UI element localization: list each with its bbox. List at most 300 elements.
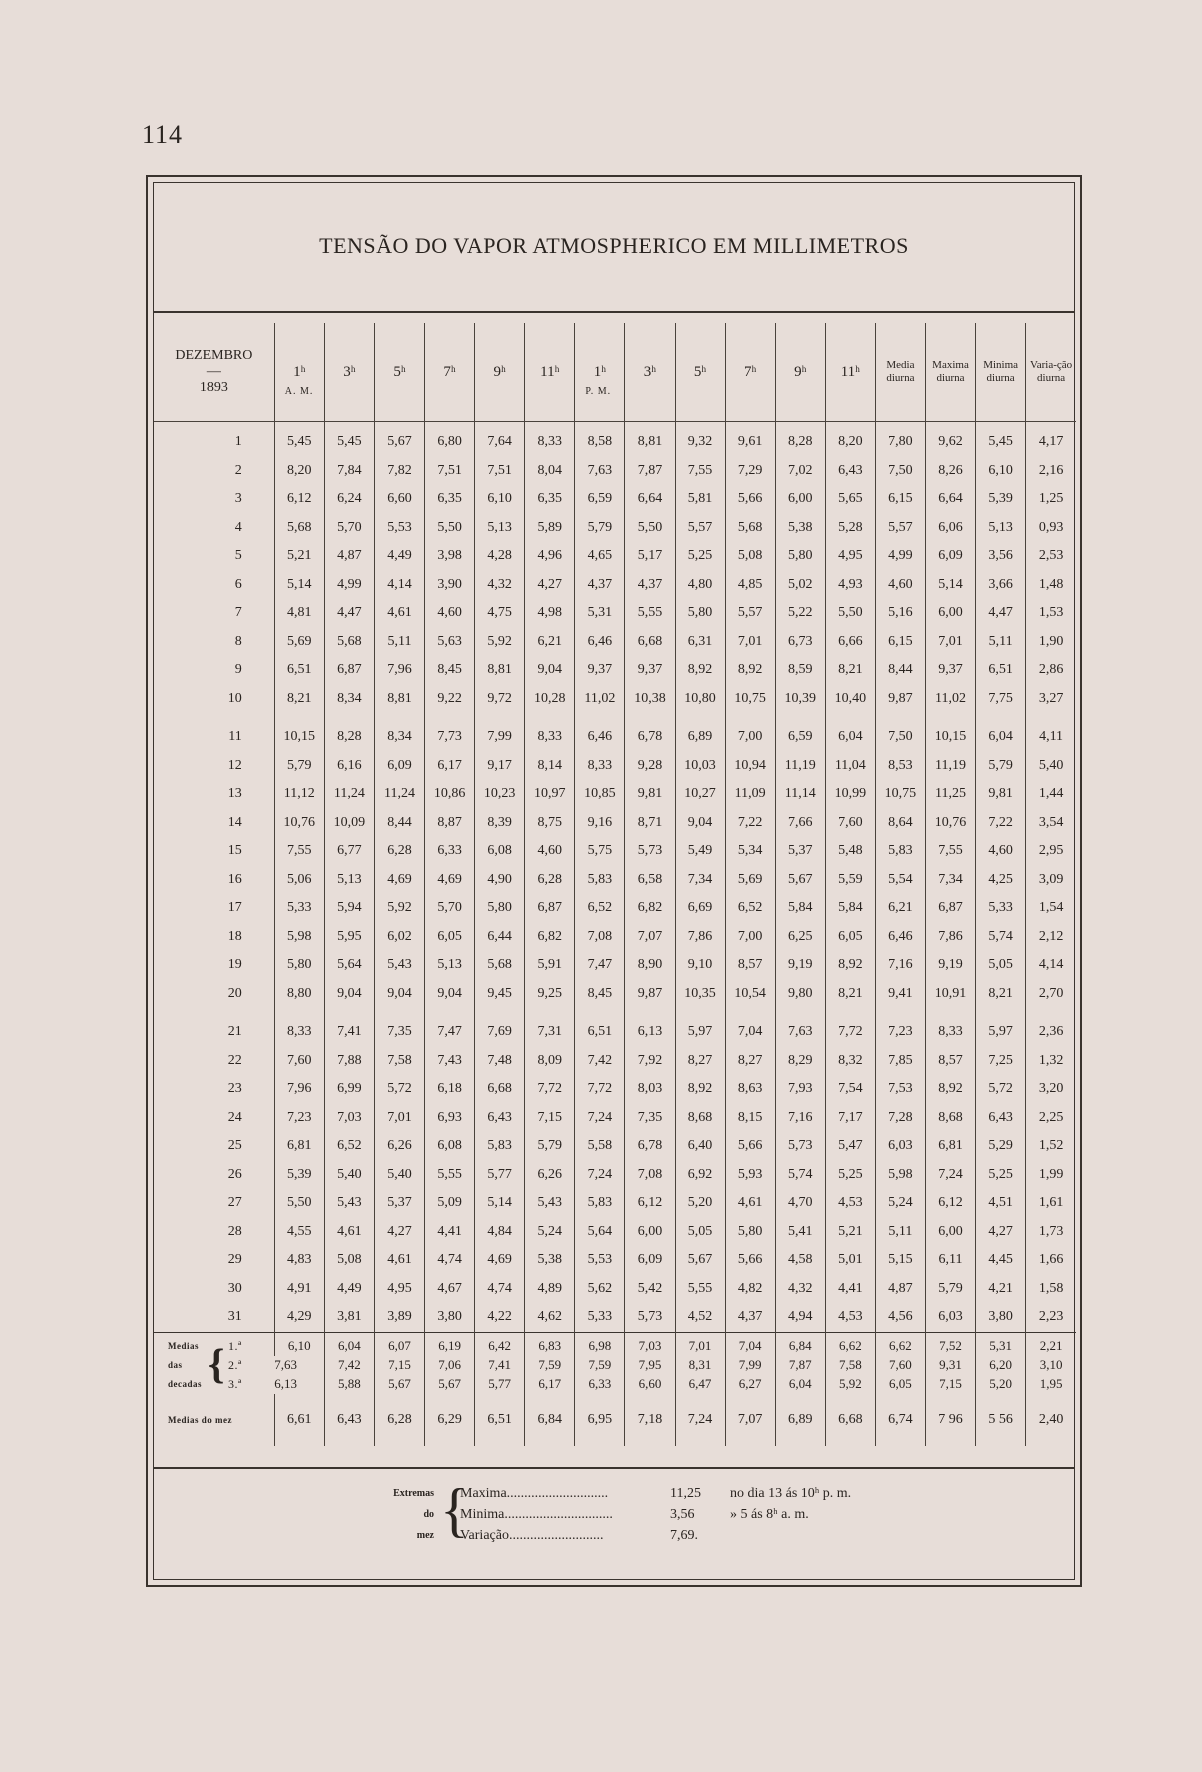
value-cell: 8,45 [575, 980, 625, 1009]
page-number: 114 [142, 120, 184, 149]
day-cell: 11 [228, 729, 242, 745]
value-cell: 5,29 [976, 1132, 1026, 1161]
value-cell: 6,40 [675, 1132, 725, 1161]
value-cell: 5,53 [374, 514, 424, 543]
value-cell: 6,51 [274, 656, 324, 685]
day-cell: 27 [227, 1195, 242, 1211]
value-cell: 6,03 [875, 1132, 925, 1161]
value-cell: 7,16 [775, 1104, 825, 1133]
value-cell: 7,15 [525, 1104, 575, 1133]
value-cell: 7,48 [475, 1047, 525, 1076]
value-cell: 5,64 [324, 951, 374, 980]
value-cell: 10,35 [675, 980, 725, 1009]
value-cell: 8,32 [825, 1047, 875, 1076]
value-cell: 7,85 [875, 1047, 925, 1076]
value-cell: 7,23 [875, 1018, 925, 1047]
value-cell: 7,86 [675, 923, 725, 952]
value-cell: 6,13 [274, 1376, 297, 1391]
decade-number: 3.ª [227, 1376, 242, 1391]
value-cell: 9,87 [875, 685, 925, 714]
value-cell: 6,17 [425, 752, 475, 781]
value-cell: 11,04 [825, 752, 875, 781]
value-cell: 5,50 [825, 599, 875, 628]
value-cell: 2,86 [1026, 656, 1076, 685]
value-cell: 8,45 [425, 656, 475, 685]
value-cell: 9,37 [575, 656, 625, 685]
value-cell: 4,27 [525, 571, 575, 600]
gap-cell [976, 713, 1026, 723]
extremes-label-line: mez [416, 1530, 434, 1541]
value-cell: 2,16 [1026, 457, 1076, 486]
value-cell: 6,59 [775, 723, 825, 752]
gap-cell [925, 1008, 975, 1018]
value-cell: 10,09 [324, 809, 374, 838]
extreme-row [460, 1504, 940, 1525]
value-cell: 6,00 [925, 1218, 975, 1247]
value-cell: 5,55 [675, 1275, 725, 1304]
value-cell: 7,34 [925, 866, 975, 895]
table-row [154, 1161, 1076, 1190]
extreme-note: » 5 ás 8ʰ a. m. [730, 1507, 809, 1522]
value-cell: 5,97 [675, 1018, 725, 1047]
value-cell: 10,75 [875, 780, 925, 809]
value-cell: 4,41 [825, 1275, 875, 1304]
value-cell: 4,62 [525, 1303, 575, 1332]
value-cell: 6,64 [625, 485, 675, 514]
value-cell: 7,47 [425, 1018, 475, 1047]
value-cell: 2,53 [1026, 542, 1076, 571]
value-cell: 5,91 [525, 951, 575, 980]
value-cell: 6,21 [525, 628, 575, 657]
value-cell: 4,60 [525, 837, 575, 866]
extreme-value: 11,25 [670, 1486, 701, 1501]
value-cell: 7,00 [725, 923, 775, 952]
value-cell: 9,04 [374, 980, 424, 1009]
value-cell: 6,28 [374, 837, 424, 866]
decades-label-wrap [168, 1337, 242, 1394]
value-cell: 6,16 [324, 752, 374, 781]
value-cell: 11,14 [775, 780, 825, 809]
value-cell: 6,11 [925, 1246, 975, 1275]
value-cell: 5,02 [775, 571, 825, 600]
value-cell: 11,02 [575, 685, 625, 714]
value-cell: 8,33 [274, 1018, 324, 1047]
day-cell: 13 [227, 786, 242, 802]
extreme-row [460, 1525, 940, 1546]
value-cell: 7,15 [374, 1356, 424, 1375]
value-cell: 5,83 [575, 866, 625, 895]
value-cell: 8,27 [675, 1047, 725, 1076]
value-cell: 1,48 [1026, 571, 1076, 600]
value-cell: 7,75 [976, 685, 1026, 714]
value-cell: 5,22 [775, 599, 825, 628]
value-cell: 7,58 [374, 1047, 424, 1076]
value-cell: 10,85 [575, 780, 625, 809]
value-cell: 10,27 [675, 780, 725, 809]
value-cell: 5,59 [825, 866, 875, 895]
value-cell: 7,99 [475, 723, 525, 752]
gap-cell [374, 1008, 424, 1018]
value-cell: 7,07 [725, 1394, 775, 1446]
value-cell: 5,31 [976, 1337, 1026, 1356]
value-cell: 6,12 [274, 485, 324, 514]
value-cell: 4,81 [274, 599, 324, 628]
value-cell: 6,29 [425, 1394, 475, 1446]
value-cell: 8,90 [625, 951, 675, 980]
value-cell: 8,80 [274, 980, 324, 1009]
decades-label-words [168, 1337, 205, 1394]
value-cell: 10,40 [825, 685, 875, 714]
value-cell: 6,21 [875, 894, 925, 923]
table-row [154, 1218, 1076, 1247]
value-cell: 4,14 [374, 571, 424, 600]
gap-cell [1026, 1008, 1076, 1018]
value-cell: 7,01 [675, 1337, 725, 1356]
value-cell: 6,04 [976, 723, 1026, 752]
header-minima: Minima diurna [976, 323, 1026, 422]
value-cell: 5 56 [976, 1394, 1026, 1446]
value-cell: 8,39 [475, 809, 525, 838]
value-cell: 4,98 [525, 599, 575, 628]
value-cell: 6,95 [575, 1394, 625, 1446]
value-cell: 9,04 [525, 656, 575, 685]
value-cell: 4,14 [1026, 951, 1076, 980]
header-hour-label: 1ʰ [293, 363, 306, 380]
value-cell: 9,04 [675, 809, 725, 838]
value-cell: 6,43 [976, 1104, 1026, 1133]
brace-icon: { [440, 1477, 469, 1543]
value-cell: 8,27 [725, 1047, 775, 1076]
value-cell: 7,01 [925, 628, 975, 657]
value-cell: 5,77 [475, 1375, 525, 1394]
value-cell: 6,66 [825, 628, 875, 657]
gap-cell [825, 713, 875, 723]
value-cell: 5,33 [976, 894, 1026, 923]
value-cell: 5,24 [875, 1189, 925, 1218]
value-cell: 5,25 [675, 542, 725, 571]
value-cell: 8,33 [525, 428, 575, 457]
value-cell: 5,45 [324, 428, 374, 457]
value-cell: 5,68 [324, 628, 374, 657]
table-row [154, 980, 1076, 1009]
value-cell: 6,35 [525, 485, 575, 514]
gap-cell [925, 713, 975, 723]
value-cell: 5,80 [675, 599, 725, 628]
header-month-year [154, 323, 274, 422]
value-cell: 5,73 [775, 1132, 825, 1161]
gap-cell [875, 713, 925, 723]
value-cell: 7,96 [374, 656, 424, 685]
table-row [154, 1189, 1076, 1218]
value-cell: 10,75 [725, 685, 775, 714]
value-cell: 1,54 [1026, 894, 1076, 923]
value-cell: 6,08 [475, 837, 525, 866]
value-cell: 5,38 [525, 1246, 575, 1275]
value-cell: 9,41 [875, 980, 925, 1009]
value-cell: 7,87 [625, 457, 675, 486]
value-cell: 5,50 [274, 1189, 324, 1218]
value-cell: 5,50 [425, 514, 475, 543]
table-row [154, 656, 1076, 685]
value-cell: 5,49 [675, 837, 725, 866]
day-cell: 14 [227, 814, 242, 830]
value-cell: 5,05 [675, 1218, 725, 1247]
value-cell: 9,19 [925, 951, 975, 980]
value-cell: 6,25 [775, 923, 825, 952]
value-cell: 5,33 [575, 1303, 625, 1332]
decades-label-line: decadas [168, 1378, 203, 1389]
value-cell: 5,24 [525, 1218, 575, 1247]
table-row [154, 780, 1076, 809]
day-cell: 20 [227, 985, 242, 1001]
value-cell: 7,52 [925, 1337, 975, 1356]
day-cell: 3 [234, 491, 242, 507]
value-cell: 7,93 [775, 1075, 825, 1104]
value-cell: 6,74 [875, 1394, 925, 1446]
value-cell: 8,29 [775, 1047, 825, 1076]
value-cell: 8,64 [875, 809, 925, 838]
value-cell: 8,21 [825, 656, 875, 685]
value-cell: 5,72 [374, 1075, 424, 1104]
value-cell: 5,50 [625, 514, 675, 543]
header-hour: 3ʰ [625, 323, 675, 422]
value-cell: 5,21 [825, 1218, 875, 1247]
value-cell: 10,15 [925, 723, 975, 752]
value-cell: 4,80 [675, 571, 725, 600]
value-cell: 1,90 [1026, 628, 1076, 657]
table-row [154, 1018, 1076, 1047]
value-cell: 6,73 [775, 628, 825, 657]
value-cell: 8,71 [625, 809, 675, 838]
value-cell: 11,19 [925, 752, 975, 781]
value-cell: 9,04 [324, 980, 374, 1009]
value-cell: 6,10 [274, 1337, 324, 1356]
value-cell: 5,83 [475, 1132, 525, 1161]
value-cell: 4,60 [976, 837, 1026, 866]
gap-cell [675, 713, 725, 723]
value-cell: 10,80 [675, 685, 725, 714]
value-cell: 3,20 [1026, 1075, 1076, 1104]
value-cell: 5,63 [425, 628, 475, 657]
value-cell: 5,38 [775, 514, 825, 543]
day-cell: 15 [227, 843, 242, 859]
header-hour: 11ʰ [825, 323, 875, 422]
extreme-name: Minima............................... [460, 1507, 613, 1522]
value-cell: 4,25 [976, 866, 1026, 895]
header-hour: 7ʰ [725, 323, 775, 422]
value-cell: 11,02 [925, 685, 975, 714]
decades-label-line: das [168, 1359, 183, 1370]
extreme-value: 7,69. [670, 1528, 698, 1543]
value-cell: 9,80 [775, 980, 825, 1009]
value-cell: 5,62 [575, 1275, 625, 1304]
value-cell: 9,37 [925, 656, 975, 685]
decade-mean-row [154, 1337, 1076, 1356]
value-cell: 5,40 [374, 1161, 424, 1190]
gap-cell [775, 713, 825, 723]
value-cell: 4,21 [976, 1275, 1026, 1304]
value-cell: 7,60 [875, 1356, 925, 1375]
value-cell: 7,31 [525, 1018, 575, 1047]
value-cell: 5,57 [675, 514, 725, 543]
header-hour: 11ʰ [525, 323, 575, 422]
value-cell: 8,33 [925, 1018, 975, 1047]
value-cell: 5,13 [425, 951, 475, 980]
value-cell: 5,57 [725, 599, 775, 628]
value-cell: 4,85 [725, 571, 775, 600]
day-cell: 1 [234, 434, 242, 450]
value-cell: 5,79 [525, 1132, 575, 1161]
value-cell: 6,26 [374, 1132, 424, 1161]
value-cell: 5,70 [324, 514, 374, 543]
value-cell: 5,79 [976, 752, 1026, 781]
value-cell: 4,61 [374, 1246, 424, 1275]
value-cell: 6,09 [625, 1246, 675, 1275]
value-cell: 7,60 [274, 1047, 324, 1076]
value-cell: 6,05 [875, 1375, 925, 1394]
day-cell: 19 [227, 957, 242, 973]
value-cell: 7,50 [875, 723, 925, 752]
value-cell: 6,33 [425, 837, 475, 866]
value-cell: 6,46 [875, 923, 925, 952]
day-cell: 21 [227, 1024, 242, 1040]
value-cell: 6,78 [625, 1132, 675, 1161]
value-cell: 5,55 [625, 599, 675, 628]
table-row [154, 485, 1076, 514]
value-cell: 4,27 [976, 1218, 1026, 1247]
gap-cell [324, 1008, 374, 1018]
value-cell: 11,12 [274, 780, 324, 809]
gap-cell [425, 1008, 475, 1018]
value-cell: 7,60 [825, 809, 875, 838]
value-cell: 5,74 [976, 923, 1026, 952]
value-cell: 1,99 [1026, 1161, 1076, 1190]
decades-label-line: Medias [168, 1340, 199, 1351]
header-pm: P. M. [585, 386, 612, 397]
value-cell: 5,79 [274, 752, 324, 781]
value-cell: 6,04 [775, 1375, 825, 1394]
value-cell: 6,69 [675, 894, 725, 923]
value-cell: 5,65 [825, 485, 875, 514]
value-cell: 6,99 [324, 1075, 374, 1104]
value-cell: 8,68 [675, 1104, 725, 1133]
value-cell: 6,68 [825, 1394, 875, 1446]
value-cell: 6,15 [875, 485, 925, 514]
value-cell: 3,90 [425, 571, 475, 600]
day-cell: 30 [227, 1280, 242, 1296]
value-cell: 7,63 [775, 1018, 825, 1047]
value-cell: 6,47 [675, 1375, 725, 1394]
value-cell: 6,31 [675, 628, 725, 657]
value-cell: 6,13 [625, 1018, 675, 1047]
value-cell: 6,60 [625, 1375, 675, 1394]
value-cell: 5,69 [725, 866, 775, 895]
value-cell: 7,24 [575, 1104, 625, 1133]
value-cell: 11,24 [324, 780, 374, 809]
value-cell: 7,73 [425, 723, 475, 752]
value-cell: 7,55 [925, 837, 975, 866]
value-cell: 6,18 [425, 1075, 475, 1104]
value-cell: 6,06 [925, 514, 975, 543]
value-cell: 7,66 [775, 809, 825, 838]
value-cell: 4,75 [475, 599, 525, 628]
value-cell: 4,37 [625, 571, 675, 600]
value-cell: 7,35 [374, 1018, 424, 1047]
value-cell: 6,82 [525, 923, 575, 952]
value-cell: 6,08 [425, 1132, 475, 1161]
value-cell: 7,54 [825, 1075, 875, 1104]
value-cell: 8,92 [725, 656, 775, 685]
value-cell: 9,31 [925, 1356, 975, 1375]
value-cell: 7,24 [675, 1394, 725, 1446]
value-cell: 4,49 [374, 542, 424, 571]
value-cell: 3,81 [324, 1303, 374, 1332]
value-cell: 6,05 [425, 923, 475, 952]
value-cell: 5,68 [725, 514, 775, 543]
value-cell: 8,20 [825, 428, 875, 457]
value-cell: 5,69 [274, 628, 324, 657]
value-cell: 5,14 [274, 571, 324, 600]
value-cell: 4,93 [825, 571, 875, 600]
value-cell: 7,17 [825, 1104, 875, 1133]
header-year: 1893 [199, 380, 228, 395]
day-cell: 5 [234, 548, 242, 564]
value-cell: 6,68 [475, 1075, 525, 1104]
value-cell: 5,20 [976, 1375, 1026, 1394]
extreme-name: Variação........................... [460, 1528, 604, 1543]
value-cell: 5,58 [575, 1132, 625, 1161]
value-cell: 4,82 [725, 1275, 775, 1304]
value-cell: 9,37 [625, 656, 675, 685]
value-cell: 8,57 [725, 951, 775, 980]
value-cell: 4,95 [825, 542, 875, 571]
day-cell: 4 [234, 519, 242, 535]
value-cell: 10,23 [475, 780, 525, 809]
value-cell: 8,09 [525, 1047, 575, 1076]
value-cell: 4,58 [775, 1246, 825, 1275]
value-cell: 7,59 [575, 1356, 625, 1375]
value-cell: 5,17 [625, 542, 675, 571]
header-hour: 9ʰ [475, 323, 525, 422]
value-cell: 1,73 [1026, 1218, 1076, 1247]
value-cell: 2,70 [1026, 980, 1076, 1009]
value-cell: 5,05 [976, 951, 1026, 980]
value-cell: 3,10 [1026, 1356, 1076, 1375]
value-cell: 6,80 [425, 428, 475, 457]
value-cell: 3,09 [1026, 866, 1076, 895]
value-cell: 10,86 [425, 780, 475, 809]
value-cell: 6,46 [575, 628, 625, 657]
value-cell: 3,56 [976, 542, 1026, 571]
value-cell: 7,58 [825, 1356, 875, 1375]
value-cell: 6,64 [925, 485, 975, 514]
value-cell: 4,67 [425, 1275, 475, 1304]
value-cell: 5,28 [825, 514, 875, 543]
header-hour: 5ʰ [374, 323, 424, 422]
value-cell: 5,94 [324, 894, 374, 923]
value-cell: 7,24 [925, 1161, 975, 1190]
value-cell: 6,44 [475, 923, 525, 952]
value-cell: 7,08 [575, 923, 625, 952]
value-cell: 6,98 [575, 1337, 625, 1356]
value-cell: 6,52 [324, 1132, 374, 1161]
value-cell: 6,33 [575, 1375, 625, 1394]
value-cell: 3,98 [425, 542, 475, 571]
value-cell: 8,34 [374, 723, 424, 752]
value-cell: 5,45 [976, 428, 1026, 457]
title-rule [154, 311, 1074, 313]
value-cell: 8,33 [575, 752, 625, 781]
